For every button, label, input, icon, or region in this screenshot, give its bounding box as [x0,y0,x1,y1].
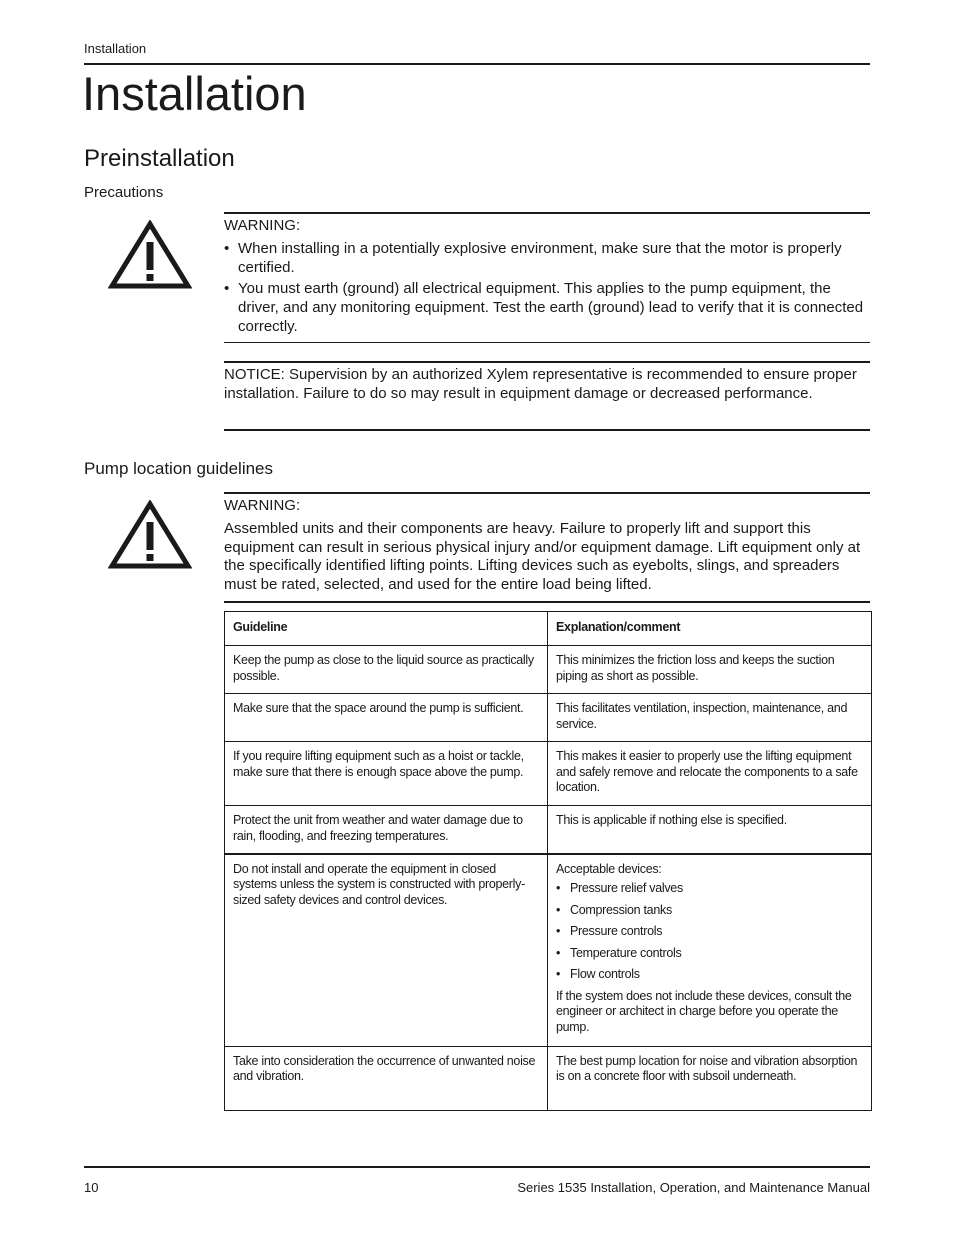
table-row [225,694,872,742]
table-cell-comment: This facilitates ventilation, inspection, maintenance, and service. [548,694,872,742]
warning1-top-rule [224,212,870,214]
table-header-comment: Explanation/comment [548,612,872,646]
warning-label: WARNING: [224,497,301,514]
warning-item: • When installing in a potentially explosive environment, make sure that the motor is properly certified. [224,240,866,278]
running-head: Installation [84,41,147,56]
table-cell-guideline: Keep the pump as close to the liquid source as practically possible. [225,646,548,694]
warning-item: • You must earth (ground) all electrical equipment. This applies to the pump equipment, the driver, and any monitoring equipment. Test the earth (ground) lead to verify that it is connected correctly. [224,280,866,336]
warning-triangle-icon [108,500,192,572]
notice-bottom-rule [224,429,870,431]
subsection-pump-location: Pump location guidelines [84,459,274,478]
acceptable-devices-intro: Acceptable devices: [556,861,662,876]
table-row [225,854,872,1046]
table-cell-comment: This is applicable if nothing else is specified. [548,806,872,854]
warning2-top-rule [224,492,870,494]
warning1-bottom-rule [224,342,870,343]
warning-triangle-icon [108,220,192,292]
table-header-row [225,612,872,646]
table-cell-guideline: Make sure that the space around the pump is sufficient. [225,694,548,742]
table-cell-comment [548,854,872,1046]
acceptable-devices-list [556,881,863,983]
warning-label: WARNING: [224,217,301,234]
table-cell-guideline: Protect the unit from weather and water damage due to rain, flooding, and freezing temperatures. [225,806,548,854]
footer-doc-title: Series 1535 Installation, Operation, and Maintenance Manual [517,1180,870,1195]
section-title: Preinstallation [84,145,235,172]
table-row [225,1046,872,1110]
page-title: Installation [82,67,307,120]
table-row [225,646,872,694]
list-item: • Pressure relief valves [556,881,863,897]
table-cell-comment: This minimizes the friction loss and keeps the suction piping as short as possible. [548,646,872,694]
guideline-table [224,611,872,1111]
acceptable-devices-outro: If the system does not include these devices, consult the engineer or architect in charge before you operate the pump. [556,988,852,1034]
warning-list [224,240,866,337]
notice-top-rule [224,361,870,363]
table-cell-comment: This makes it easier to properly use the lifting equipment and safely remove and relocate the components to a safe location. [548,742,872,806]
list-item: • Flow controls [556,967,863,983]
notice-callout [224,366,866,404]
warning2-bottom-rule [224,601,870,603]
table-cell-guideline: If you require lifting equipment such as a hoist or tackle, make sure that there is enough space above the pump. [225,742,548,806]
warning-text: Assembled units and their components are heavy. Failure to properly lift and support this equipment can result in serious physical injury and/or equipment damage. Lift equipment only at the specifically identified lifting points. Lifting devices such as eyebolts, slings, and spreaders must be rated, selected, and used for the entire load being lifted. [224,519,861,594]
table-row [225,742,872,806]
notice-label: NOTICE: [224,366,285,383]
list-item: • Temperature controls [556,946,863,962]
list-item: • Compression tanks [556,903,863,919]
notice-text: Supervision by an authorized Xylem representative is recommended to ensure proper installation. Failure to do so may result in equipment damage or decreased performance. [224,366,857,402]
table-row [225,806,872,854]
page-number: 10 [84,1180,99,1195]
warning-callout-1 [224,217,866,340]
table-cell-guideline: Do not install and operate the equipment in closed systems unless the system is constructed with properly-sized safety devices and control devices. [225,854,548,1046]
table-cell-comment: The best pump location for noise and vibration absorption is on a concrete floor with subsoil underneath. [548,1046,872,1110]
warning-callout-2 [224,497,866,595]
table-cell-guideline: Take into consideration the occurrence of unwanted noise and vibration. [225,1046,548,1110]
subsection-precautions: Precautions [84,184,164,201]
list-item: • Pressure controls [556,924,863,940]
table-header-guideline: Guideline [225,612,548,646]
footer-rule [84,1166,870,1168]
